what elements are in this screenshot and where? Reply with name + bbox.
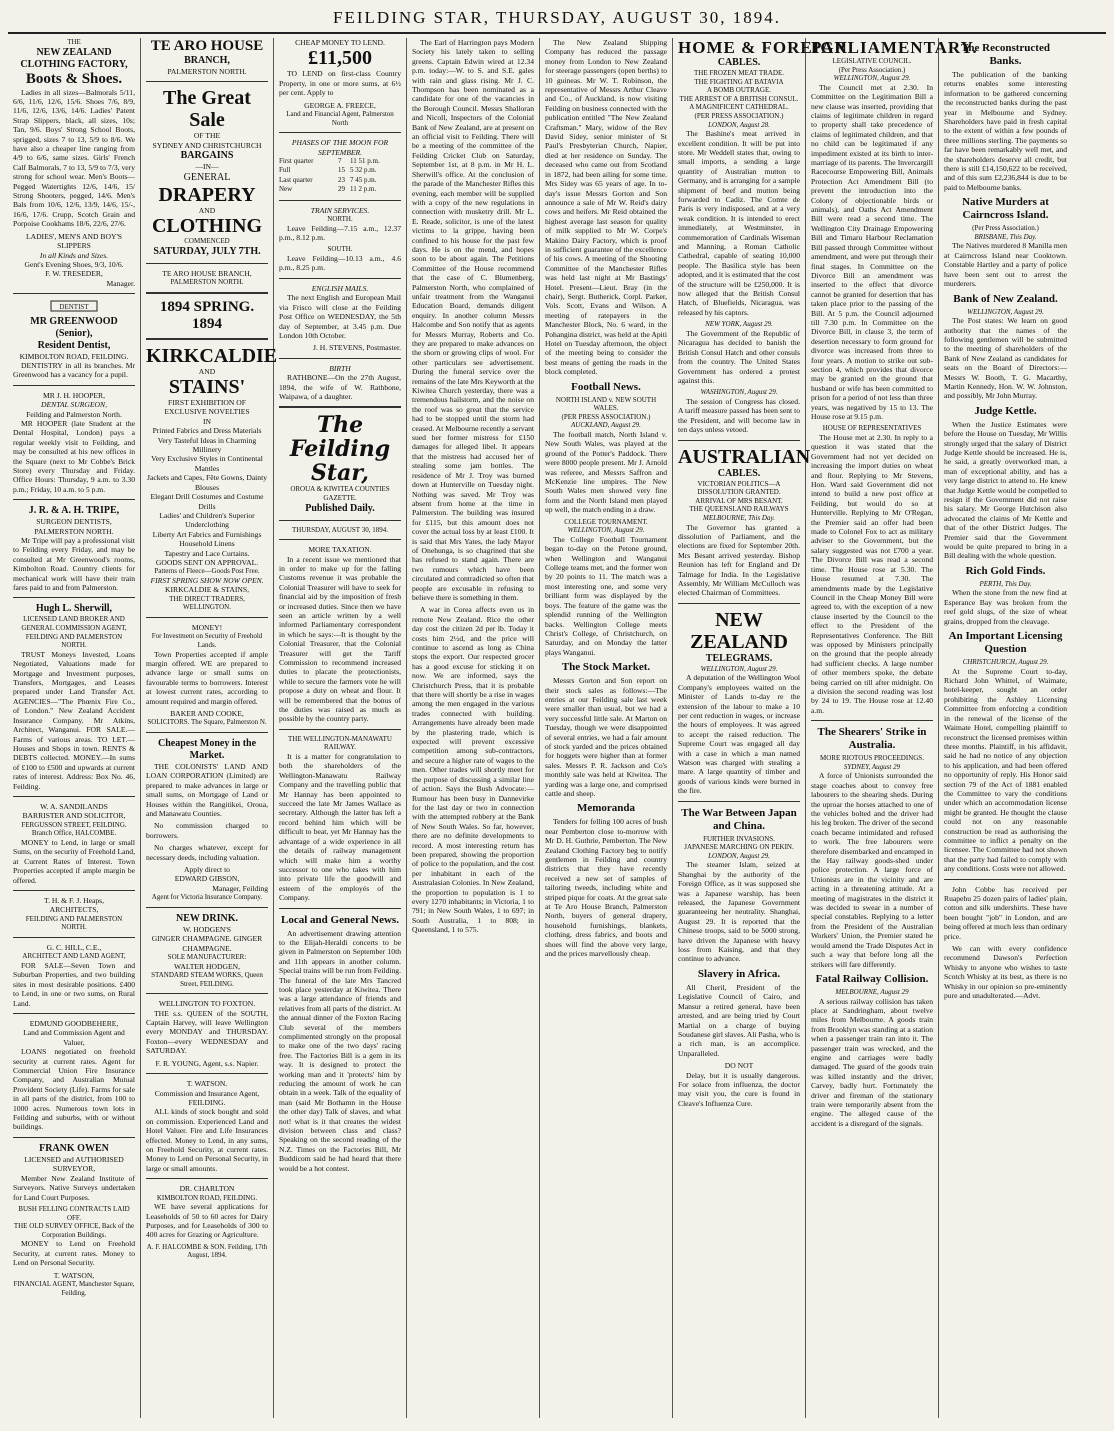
slavery-head: Slavery in Africa. (697, 967, 781, 980)
and2: AND (198, 366, 216, 376)
cables-body-1: The Bashine's meat arrived in excellent condition. It will be put into store. Mr Weddell states that, owing to small imports, a sending a large quantity of Australian mutton to Germany, and is arranging for a sample shipment of beef and mutton being forwarded to Cadiz. The Comte de Paris is very indisposed, and at a very weak condition. It is intended to erect immediately, at Westminster, in commemoration of Cardinals Wiseman and Manning, a Roman Catholic Cathedral, capable of seating 10,000 people. The Basilica style has been adopted, and it is estimated that the cost of the structure will be £250,000. It is now alleged that the British Consul Hatch, of Bluefields, Nicaragua, was released by his captors. (678, 129, 800, 317)
ginger: GINGER CHAMPAGNE. GINGER CHAMPAGNE. (151, 934, 263, 953)
treseder-role: Manager. (106, 278, 135, 288)
north: NORTH. (327, 215, 353, 224)
freece-sub: Land and Financial Agent, Palmerston North (286, 110, 394, 127)
railway-head: THE WELLINGTON-MANAWATU RAILWAY. (288, 734, 392, 752)
railway-body: It is a matter for congratulation to both the shareholders of the Wellington-Manawatu Railway Company and the travelling public that Mr Hannay has been appointed to succeed the late Mr James Wallace as secretary. Although the latter has left a record behind him which will be difficult to beat, yet Mr Hannay has the advantage of a wide experience in all the details of railway management which will make him a worthy successor to one who takes with him into private life the goodwill and esteem of the employés of the Company. (279, 752, 401, 903)
stains: STAINS' (168, 376, 246, 399)
japan-body: The steamer Islam, seized at Shanghai by the authority of the Foreign Office, as it was supposed she was a Japanese warship, has been released, the Japanese Government guaranteeing her neutrality. Shanghai, August 29. It is reported that the Chinese troops, said to be 5000 strong, have driven the Japanese with heavy loss from Kaising, and that they continue to advance. (678, 860, 800, 964)
cobbe-notice: John Cobbe has received per Ruapehu 25 dozen pairs of ladies' plain, cotton and silk undershirts. These have been bought "job" in London, and are being offered at much less than ordinary price. (944, 884, 1067, 941)
dentist-banner-icon (49, 299, 99, 313)
cables-body-3: The session of Congress has closed. A tariff measure passed has been sent to the President, and will become law in ten days unless vetoed. (678, 396, 800, 435)
auck-date: AUCKLAND, August 29. (571, 421, 641, 430)
memo-body: Tenders for felling 100 acres of bush near Pemberton close to-morrow with Mr D. H. Guthrie, Pemberton. The New Zealand Clothing Factory beg to notify gentlemen in Feilding and country districts that they have recently received a new set of samples of tailoring tweeds, including white and striped pique for coats. At the great sale at Te Aro House Branch, Palmerston North, buyers of general drapery, household furnishings, blankets, clothing, dress fabrics, and boots and shoes will find the above very large, and the prices marvellously cheap. (545, 817, 667, 959)
melb-date: MELBOURNE, This Day. (703, 513, 775, 522)
amount-body: TO LEND on first-class Country Property, in one or more sums, at 6½ per cent. Apply to (279, 69, 401, 98)
press-3: (Per Press Association.) (838, 65, 906, 74)
cheap-money: CHEAP MONEY TO LEND. (295, 38, 385, 47)
columns (8, 38, 1106, 1418)
goodbehere-name: EDMUND GOODBEHERE, (29, 1019, 119, 1028)
watson2: T. WATSON. (186, 1079, 228, 1089)
first-exhibition: FIRST EXHIBITION OF (168, 398, 246, 408)
arrest: THE ARREST OF A BRITISH CONSUL. (679, 94, 799, 103)
train: TRAIN SERVICES. (310, 205, 370, 215)
qld: THE QUEENSLAND RAILWAYS (689, 505, 789, 514)
news-body-3: The New Zealand Shipping Company has reduced the passage money from London to New Zealand for steerage passengers (open berths) to 10 guineas. Mr W. T. Robinson, the representative of Messrs Arthur Cleave and Co., of Auckland, is now visiting Feilding on business connected with the publication entitled "The New Zealand Craftsman." Mary, widow of the Rev David Sidey, senior minister of St Paul's Presbyterian Church, Napier, died at her residence on Sunday. The deceased who came out from Scotland in 1872, had been ailing for some time. Mrs Sidey was 65 years of age. In to-day's issue Messrs Gorton and Son announce a sale of Mr W. Reid's dairy cows and heifers. Mr Reid obtained the highest average last season for quality of milk supplied to Mr W. Corpe's Makino Dairy Factory, which is proof in sufficient guarantee of the excellence of his cows. A meeting of the Shooting Committee of the Manchester Rifles was held last night at Mr Bastings' Hotel. Present—Lieut. Bray (in the chair), Sergt. Butherick, Corpl. Parker, Vols. Scott, Evans and Wilson. A meeting of ratepayers in the Manchester Block, No. 6 ward, in the Pohangina district, was held at the Apiti Hotel on Tuesday afternoon, the object of the meeting being to consider the best means of getting the roads in the block completed. (545, 38, 667, 377)
fatal-body: A serious railway collision has taken place at Sandringham, about twelve miles from Melbourne. A goods train from Brooklyn was standing at a station when a passenger train ran into it. The passenger train was wrecked, and the engine and carriages were badly damaged. The guard of the goods train was killed instantly and the driver, Carvey, badly hurt. Fortunately the driver and fireman of the stationary train were temporarily absent from the engine. The alleged cause of the accident is a disregard of the signals. (811, 996, 933, 1128)
freece: GEORGE A. FREECE, (304, 100, 376, 110)
star-sub: OROUA & KIWITEA COUNTIES GAZETTE. (290, 485, 390, 502)
sydney-chch: SYDNEY AND CHRISTCHURCH (152, 140, 262, 150)
hill-sub: ARCHITECT AND LAND AGENT, (22, 952, 126, 961)
hooper-name: MR J. H. HOOPER, (42, 390, 106, 400)
gibson: EDWARD GIBSON, (174, 874, 240, 884)
football-head: Football News. (571, 380, 641, 393)
cathedral: A MAGNIFICENT CATHEDRAL. (689, 103, 789, 112)
japan-head: The War Between Japan and China. (681, 806, 797, 832)
commission-body: ALL kinds of stock bought and sold on commission. Experienced Land and Hotel Valuer. Fire and Life Insurances effected. Money to Lend, in any sums, on Freehold Security, at current rates. Money to Lend on Personal Security, in large or small amounts. (146, 1107, 268, 1173)
slavery-body: All Cheril, President of the Legislative Council of Cairo, and Mansur a retired general, have been arrested, and are being tried by Court Martial on a charge of buying Soudanese girl slaves. Ali Pasha, who is a rich man, is an accomplice. Unparalleled. (678, 982, 800, 1058)
shearers-head: The Shearers' Strike in Australia. (817, 726, 927, 752)
home-foreign-banner: HOME & FOREIGN (678, 38, 848, 57)
money-hd: MONEY! (191, 622, 223, 632)
commenced: COMMENCED (184, 237, 230, 246)
hooper-body: MR HOOPER (late Student at the Dental Hospital, London) pays a regular weekly visit to Feilding, and may be consulted at his new offices in the Square (next to Mr Cobbe's Brick Store) every Thursday and Friday. Office Hours: Thursday, 9 a.m. to 3.30 p.m.; Friday, 10 a.m. to 5 p.m. (13, 418, 135, 494)
treseder-name: F. W. TRESEDER, (45, 269, 103, 279)
local-body: An advertisement drawing attention to the Elijah-Heraldi concerts to be given in Palmerston on September 10th and 11th appears in another column. Special trains will be run from Feilding. The funeral of the late Mrs Tancred took place yesterday at Kiwitea. There was a large attendance of friends and relatives from all parts of the district. At the annual dinner of the Foxton Racing Club several of the members complimented strongly on the proposal to make one of the two days' racing free. The Factories Bill is a gem in its way. It is designed to protect the working man and it 'protects' him by reducing the amount of work he can obtain in a week. Talk of the equality of man (said Mr Bothamn in the House the other day) Talk of slaves, and what not! what is it that creates the widest division between class and class? Speaking on the second reading of the N.Z. Times on the Factories Bill, Mr Buddicom said he had heard that there would be a hot contest. (279, 928, 401, 1173)
item-2: Very Exclusive Styles in Continental Mantles (151, 454, 263, 473)
column-3 (274, 38, 407, 1418)
sandilands-sub: BARRISTER AND SOLICITOR, (22, 811, 126, 821)
birth-body: RATHBONE—On the 27th August, 1894, the wife of W. Rathbone, Waipawa, of a daughter. (279, 373, 401, 401)
nz-body: A deputation of the Wellington Wool Company's employees waited on the Minister of Lands to-day re the extension of the labour to make a 10 per cent reduction in wages, or increase the hours of employees. It was agreed to accept the raised reduction. The Supreme Court was engaged all day with a case in which a man named Watson was charged with stealing a mare. A large quantity of timber and goods of various kinds were burned in the fire. (678, 673, 800, 796)
bnz-body: The Post states: We learn on good authority that the names of the following gentlemen will be submitted to the meeting of shareholders of the Bank of New Zealand as candidates for seats on the Board of Directors:—Messrs W. Booth, T. G. Macarthy, Martin Kennedy, Hon. W. W. Johnston, and possibly, Mr John Murray. (944, 316, 1067, 401)
hill-forsale: FOR SALE—Seven Town and Suburban Properties, and two building sites in most desirable positions. £400 to Lend, in one or two sums, on Rural Land. (13, 960, 135, 1008)
column-2 (141, 38, 278, 1418)
money-body: Town Properties accepted if ample margin offered. WE are prepared to advance large or small sums on favourable terms to borrowers. Interest at lowest current rates, according to amount required and margin offered. (146, 649, 268, 706)
newspaper-page (8, 6, 1106, 1419)
sherwill-sub: LICENSED LAND BROKER AND GENERAL COMMISSION AGENT, FEILDING AND PALMERSTON NORTH. (21, 615, 127, 650)
commission: Commission and Insurance Agent, FEILDING. (154, 1088, 260, 1107)
slippers-sub: In all Kinds and Sizes. (39, 250, 109, 260)
cables-body-2: The Government of the Republic of Nicaragua has decided to banish the British Consul Hatch and other consuls from the country. The United States Government has ordered a protest against this. (678, 328, 800, 385)
licensing-body: At the Supreme Court to-day, Richard John Whittel, of Waimate, hotel-keeper, sought an order prohibiting the Ashley Licensing Committee from enforcing a condition in the renewal of the license of the Waimate Hotel, compelling plaintiff to reconstruct the licensed premises within three months. Plaintiff, in his affidavit, said he had no notice of any objection to his application, and had been offered no opportunity of reply. His Honor said section 79 of the Act of 1881 enabled the Committee to vary the conditions under which an accommodation license might be granted. He thought the clause could not on any reasonable construction be read as authorising the committee to inflict a penalty on the licensee. The Committee had not shown that the party had failed to comply with any conditions. Costs were not allowed. (944, 666, 1067, 874)
goodbehere-sub: Land and Commission Agent and Valuer, (23, 1028, 125, 1047)
native-head: Native Murders at Cairncross Island. (962, 196, 1049, 222)
apply: Apply direct to (184, 865, 230, 875)
chch-date: CHRISTCHURCH, August 29. (962, 658, 1049, 667)
sole: SOLE MANUFACTURER: (167, 953, 247, 962)
factory-subtitle: Boots & Shoes. (25, 70, 123, 87)
masthead-title: FEILDING STAR, THURSDAY, AUGUST 30, 1894. (333, 8, 781, 27)
gibson-sub: Manager, Feilding (212, 883, 268, 893)
first-spring: FIRST SPRING SHOW NOW OPEN. (150, 575, 264, 585)
daily: Published Daily. (305, 502, 375, 514)
halcombe: A. F. HALCOMBE & SON. Feilding, 17th August, 1894. (146, 1242, 268, 1260)
foxton: WELLINGTON TO FOXTON. (158, 999, 256, 1009)
saturday: SATURDAY, JULY 7TH. (153, 245, 261, 257)
baker-sub: SOLICITORS. The Square, Palmerston N. (147, 718, 267, 727)
bnz-date: WELLINGTON, August 29. (967, 307, 1044, 316)
watson-sub: FINANCIAL AGENT, Manchester Square, Feilding. (13, 1279, 135, 1297)
shearers-body: A force of Unionists surrounded the stage coaches about to convey free labourers to the shearing sheds. During the uproar the horses attached to one of the vehicles bolted and the driver had his leg broken. The driver of the second coach became intimidated and refused to work. The free labourers were therefore disembarked and encamped in the Hay railway goods-shed under police protection. A large force of Unionists are in the vicinity and are acting in a threatening attitude. At a meeting of magistrates in the district it was decided to swear in a number of special constables. Replying to a letter from the President of the Australian Workers' Union, the Premier stated he would amend the Trade Disputes Act in such a way that before long all the strikers will fare differently. (811, 771, 933, 969)
bnz-head: Bank of New Zealand. (953, 292, 1058, 305)
item-4: Elegant Drill Costumes and Costume Drills (150, 492, 264, 511)
hooper-addr: Feilding and Palmerston North. (26, 409, 122, 419)
amount: £11,500 (308, 47, 372, 70)
exclusive: EXCLUSIVE NOVELTIES (164, 407, 250, 417)
item-1: Very Tasteful Ideas in Charming Millinery (157, 435, 257, 455)
frozen: THE FROZEN MEAT TRADE. (694, 69, 784, 77)
item-6: Liberty Art Fabrics and Furnishings Household Linens (152, 529, 262, 549)
wellington: WELLINGTON. (183, 603, 231, 612)
further: FURTHER INVASIONS. (703, 834, 775, 843)
item-3: Jackets and Capes, Fête Gowns, Dainty Blouses (147, 473, 267, 492)
moon-row: Full 15 5 32 p.m. (279, 166, 377, 175)
nz-well-date: WELLINGTON, August 29. (700, 664, 778, 673)
moon-row: Last quarter 23 7 45 p.m. (279, 175, 377, 184)
charlton: DR. CHARLTON (179, 1184, 235, 1194)
sydney-date: SYDNEY, August 29 (843, 762, 901, 771)
direct: THE DIRECT TRADERS, (169, 594, 245, 603)
stock-head: The Stock Market. (561, 661, 651, 674)
clothing: CLOTHING (151, 215, 263, 238)
london-date: LONDON, August 28. (708, 120, 770, 129)
greenwood-addr: KIMBOLTON ROAD, FEILDING. (19, 351, 129, 361)
press-4: (Per Press Association.) (972, 224, 1039, 233)
column-1 (8, 38, 141, 1418)
taxation-body: In a recent issue we mentioned that in order to make up for the falling Customs revenue it was probable the Colonial Treasurer will have to seek for financial aid by the imposition of fresh or increased duties. Since then we have seen an article written by a well informed Parliamentary correspondent in which he says:—It is thought by the Colonial Treasurer, that the Colonial Treasurer will get the Tariff Commission to recommend increased duties to placate the protectionists, while to secure the farmers vote he will propose a duty on wheat and flour. It will be remembered that the bonus of the duties was raised as much as possible by the country party. (279, 554, 401, 724)
moon-row: First quarter 7 11 51 p.m. (279, 157, 380, 166)
palm2: PALMERSTON NORTH. (170, 278, 244, 287)
news-body-2: A war in Corea affects even us in remote New Zealand. Rice the other day cost the citizen 2d per lb. Today it costs him 2½d, and the price will continue to ascend as long as China stops the export. Our respected grocer has a good excuse for sticking it on now. We are informed, says the Christchurch Press, that it is probable that there will shortly be a rise in wages among the men engaged in the various trades connected with building. Arrangements have already been made by the plastering trade, which is expected will prevent excessive competition among sub-contractors, and secure a higher rate of wages to the men. Other trades will shortly meet for the purpose of discussing a similar line of action. Says the Bush Advocate:—Rumour has been busy in Dannevirke for the last day or two in connection with the attempted robbery at the Bank of New South Wales. So far, however, there are no definite developments to record. A most interesting return has been prepared, showing the proportion of police to the population, and the cost per inhabitant in each of the Australasian Colonies. In New Zealand, the proportion to population is 1 to every 1270 inhabitants; in Victoria, 1 to 791; in New South Wales, 1 to 697; in South Australia, 1 to 808; in Queensland, 1 to 575. (412, 605, 534, 935)
besant: ARRIVAL OF MRS BESANT. (695, 496, 783, 505)
sandilands-addr: FERGUSSON STREET, FEILDING. Branch Office, HALCOMBE. (21, 820, 127, 838)
vic: VICTORIAN POLITICS—A DISSOLUTION GRANTED. (697, 479, 781, 497)
walter-addr: STANDARD STEAM WORKS, Queen Street, FEILDING. (151, 971, 263, 988)
bomb: A BOMB OUTRAGE. (707, 86, 771, 95)
tripe-body: Mr Tripe will pay a professional visit to Feilding every Friday, and may be consulted at Mr Greenwood's rooms, Kimbolton Road. Country clients for mechanical work will have their train fares paid to and from Palmerston. (13, 536, 135, 593)
sherwill-body: TRUST Moneys Invested, Loans Negotiated, Valuations made for Mortgage and Investment purposes, Transfers, Mortgages, and Leases prepared under Land Transfer Act. AGENCIES—"The Phœnix Fire Co., of London." New Zealand Accident Insurance Company. Mr Atkins, Architect, Wanganui. FOR SALE.—Farms of various areas. TO LET.—Houses and Shops in town. RENTS & DEBTS collected. MONEY.—In sums of £100 to £500 and upwards at current rates of interest. Address: Box No. 46, Feilding. (13, 649, 135, 791)
fatal-date: MELBOURNE, August 29 (835, 987, 909, 996)
parliamentary-banner: PARLIAMENTARY. (811, 38, 978, 57)
column-5 (540, 38, 673, 1418)
ny-date: NEW YORK, August 29. (705, 320, 773, 329)
bargains: BARGAINS (180, 150, 234, 162)
column-4 (407, 38, 540, 1418)
charlton-sub: KIMBOLTON ROAD, FEILDING. (156, 1193, 258, 1202)
south-body: Leave Feilding—10.13 a.m., 4.6 p.m., 8.25 p.m. (279, 254, 401, 273)
ns-head: NORTH ISLAND v. NEW SOUTH WALES. (555, 395, 657, 413)
owen-contract: BUSH FELLING CONTRACTS LAID OFF. (18, 1204, 130, 1222)
watson-name: T. WATSON, (53, 1270, 95, 1280)
judge-head: Judge Kettle. (974, 404, 1037, 417)
gents-shoes: Gent's Evening Shoes, 9/3, 10/6. (24, 259, 124, 269)
cheapest: Cheapest Money in the Market. (157, 737, 257, 761)
donot-body: Delay, but it is usually dangerous. For solace from influenza, the doctor may visit you, the cure is found in Cleave's Influenza Cure. (678, 1070, 800, 1108)
press-1: (PER PRESS ASSOCIATION.) (561, 412, 651, 421)
gold-body: When the stone from the new find at Esperance Bay was broken from the reef gold slugs, of the size of wheat grains, dropped from the cleavage. (944, 588, 1067, 626)
batavia: THE FIGHTING AT BATAVIA (694, 77, 784, 86)
tripe-sub: SURGEON DENTISTS, (36, 517, 112, 527)
money-lend: MONEY to Lend on Freehold Security, at current rates. Money to Lend on Personal Security. (13, 1239, 135, 1268)
college-head: COLLEGE TOURNAMENT. (564, 517, 648, 526)
drapery: DRAPERY (158, 183, 256, 206)
goodbehere-body: LOANS negotiated on freehold security at current rates. Agent for Commercial Union Fire Insurance Company, and Australian Mutual Provident Society (Life). Farms for sale in all parts of the district, from 100 to 1000 acres. Numerous town lots in Feilding and suburbs, with or without buildings. (13, 1047, 135, 1132)
moon-row: New 29 11 2 p.m. (279, 185, 377, 194)
cables2-head: CABLES. (717, 467, 761, 479)
native-body: The Natives murdered 8 Manilla men at Cairncross Island near Cooktown. Constable Hartley and a party of police have been sent out to arrest the murderers. (944, 241, 1067, 289)
sherwill-name: Hugh L. Sherwill, (35, 603, 113, 615)
donot: DO NOT (724, 1061, 754, 1071)
patterns: Patterns of Fleece—Goods Post Free. (154, 567, 260, 576)
greenwood-name: MR GREENWOOD (Senior), (30, 315, 118, 339)
great-sale: The Great Sale (163, 87, 251, 132)
kirk2: KIRKCALDIE & STAINS, (165, 585, 249, 595)
legis-body: The Council met at 2.30. In Committee on the Legitimation Bill a new clause was inserted, providing that claims of legitimate children in regard to property shall take precedence of claims of legitimated children, and that no child can be legitimated if any impediment existed at its birth to inter-marriage of its parents. The Invercargill Racecourse Empowering Bill, Animals Protection Act Amendment Bill (to prevent the introduction into the Colony of objectionable birds or animals), and Oaths Act Amendment Bill were read a second time. The Wellington City Drainage Empowering Bill and Timaru Harbour Reclamation Bill passed through Committee without amendment, and were put through their final stages. In Committee on the Divorce Bill an amendment was inserted to the effect that divorce cannot be granted for desertion that has taken place prior to the passing of the Bill. At 5 p.m. the Council adjourned till 7.30 p.m. In Committee on the Divorce Bill, in clause 3, the term of desertion necessary to form ground for divorce was increased from three to four years. A motion to strike out sub-section 4, which provides that divorce may be granted on the ground that husband or wife has been committed to prison for a period of not less than three years, was negatived by 15 to 13. The House rose at 9.15 p.m. (811, 82, 933, 421)
house-body: The House met at 2.30. In reply to a question it was stated that the Government had not yet decided on increasing the import duties on wheat and flour. Replying to Mr Stevens, Hon. Ward said Government did not intend to build a new post office at Feilding, but would do so at Hunterville. Replying to Mr O'Regan, the Premier said an offer had been made to Colonel Fox to act as military adviser to the Government, but the salary suggested was not £700 a year. The Divorce Bill was read a second time. The House rose at 5.30. The House resumed at 7.30. The amendments made by the Legislative Council in the Cheap Money Bill were agreed to, with the exception of a new clause inserted by the Council to the effect to the President of the Representatives Conference. The Bill was opposed by Ministers principally on the ground that the people already had sufficient checks. A large number of other members spoke, the debate being carried on till after midnight. On a division the second reading was lost by 24 to 19. The House rose at 12.40 a.m. (811, 433, 933, 715)
item-5: Ladies' and Children's Superior Underclothing (159, 510, 255, 530)
australian-banner: AUSTRALIAN (678, 445, 811, 468)
brisbane-date: BRISBANE, This Day. (974, 232, 1037, 241)
hooper-sub: DENTAL SURGEON, (41, 400, 107, 410)
recon-head: The Reconstructed Banks. (961, 42, 1050, 67)
football-body: The football match, North Island v. New South Wales, was played at the ground of the Potter's Paddock. There were 8000 people present. Mr J. Arnold was referee, and Messrs Saffron and McKenzie line umpires. The New South Wales men showed very fine form and the North Island men played up well, the match ending in a draw. (545, 430, 667, 515)
in-label: —IN— (195, 162, 219, 172)
tripe-name: J. R. & A. H. TRIPE, (28, 505, 120, 517)
charlton-body: WE have several applications for Leaseholds of 50 to 60 acres for Dairy Purposes, and for Leaseholds of 300 to 400 acres for Grazing or Agriculture. (146, 1202, 268, 1240)
greenwood-sub: Resident Dentist, (37, 339, 111, 351)
factory-header: THE (67, 38, 81, 46)
perth-date: PERTH, This Day. (979, 579, 1032, 588)
sandilands-name: W. A. SANDILANDS (40, 801, 108, 811)
column-8 (939, 38, 1072, 1418)
greenwood-body: DENTISTRY in all its branches. Mr Greenwood has a vacancy for a pupil. (13, 360, 135, 380)
item-0: Printed Fabrics and Dress Materials (152, 426, 262, 436)
news-body-1: The Earl of Harrington pays Modern Society his lately taken to selling greens. Captain Edwin wired at 12.34 p.m. today:—W. to S. and S.E. gales with rain and glass rising. Mr J. C. Thompson has been nominated as a candidate for one of the vacancies in the Borough Council. Messrs Shalloran and Nicoll, Inspectors of the Colonial Bank of New Zealand, are at present on an official visit to Feilding. There will be a meeting of the committee of the Feilding Cricket Club on Saturday, September 1st, at 8 p.m. in Mr H. L. Sherwill's office. At the conclusion of the parade of the Manchester Rifles this evening, each member will be supplied with a copy of the new regulations in connection with musketry drill. Mr L. E. Reade, solicitor, is one of the latest victims to la grippe, having been confined to his house for the past few days. He is on the mend, and hopes soon to be about again. The Petitions Committee of the House recommend that the case of C. Blumenberg, Palmerston North, who complained of unfair treatment from the Wanganui Education Board, demands diligent enquiry. In another column Messrs Halcombe and Son notify that as agents for Messrs Murray, Roberts and Co. they are prepared to make advances on the shorn or growing clips of wool. For other particulars see advertisement. During the funeral service over the remains of the late Mrs Keyworth at the Kiwitea Church yesterday, there was a tremendous hailstorm, and the noise on the roof was so great that the service had to be stopped until the storm had ceased. At Melbourne recently a servant sued her former mistress for £150 damages for alleged libel. It appears that the mistress had accused her of stealing some jam bottles. The residence of Mr J. Troy was burned down at Hunterville on Tuesday night. Nothing was saved. Mr Troy was absent from home at the time in Palmerston. The building was insured for £115, but this amount does not cover the actual loss by at least £100. It is said that Mrs Yates, the lady Mayor of Onehunga, is so chagrined that she has refused to stand again. There are two rumours which have been circulated and contradicted so often that people are excusable in refusing to believe there is something in them. (412, 38, 534, 602)
licensing-head: An Important Licensing Question (948, 630, 1063, 656)
hodgen: W. HODGEN'S (183, 924, 231, 934)
factory-title: NEW ZEALAND CLOTHING FACTORY, (20, 46, 128, 70)
press-2: (PER PRESS ASSOCIATION.) (694, 111, 784, 120)
money-sub: For Investment on Security of Freehold Lands. (151, 632, 263, 649)
foxton-body: THE s.s. QUEEN of the SOUTH, Captain Harvey, will leave Wellington every MONDAY and THURSDAY. Foxton—every WEDNESDAY and SATURDAY. (146, 1008, 268, 1056)
svg-text:DENTIST: DENTIST (59, 303, 89, 312)
gold-head: Rich Gold Finds. (965, 564, 1046, 577)
drink: NEW DRINK. (175, 912, 239, 924)
advance: JAPANESE MARCHING ON PEKIN. (684, 843, 794, 852)
moon-title: PHASES OF THE MOON FOR SEPTEMBER. (291, 138, 389, 157)
te-aro-palm: PALMERSTON NORTH. (167, 67, 247, 76)
stock-body: Messrs Gorton and Son report on their stock sales as follows:—The entries at our Feilding sale last week were smaller than usual, but we had a very successful little sale. At Marton on Tuesday, though we were disappointed of several entries, we had a fair amount of stock yarded and the prices obtained for hoggets were higher than at former sales. Messrs P. R. Jackson and Co's monthly sale was held at Kiwitea. The yarding was a large one, and comprised cattle and sheep. (545, 676, 667, 798)
walter: WALTER HODGEN, (174, 961, 240, 971)
owen-sub: LICENSED and AUTHORISED SURVEYOR, (24, 1154, 124, 1174)
column-6 (673, 38, 848, 1418)
ldn2-date: LONDON, August 29. (708, 851, 770, 860)
spring: 1894 SPRING. 1894 (159, 298, 255, 332)
heaps-addr: FEILDING AND PALMERSTON NORTH. (25, 914, 123, 932)
heaps-sub: ARCHITECTS, (49, 905, 99, 915)
fatal-head: Fatal Railway Collision. (815, 972, 929, 985)
kirkcaldie: KIRKCALDIE (146, 344, 278, 367)
mails-body: The next English and European Mail via Frisco will close at the Feilding Post Office on WEDNESDAY, the 5th day of September, at 3.45 p.m. Due London 10th October. (279, 293, 401, 340)
nz-banner: NEW ZEALAND (690, 608, 788, 653)
legis-date: WELLINGTON, August 29. (833, 74, 911, 83)
owen-name: FRANK OWEN (39, 1142, 109, 1154)
memo-head: Memoranda (576, 802, 636, 815)
young: F. R. YOUNG, Agent, s.s. Napier. (155, 1058, 259, 1068)
hill-name: G. C. HILL, C.E., (46, 942, 102, 952)
te-aro-title: TE ARO HOUSE (150, 38, 264, 54)
house-head: HOUSE OF REPRESENTATIVES (822, 424, 922, 433)
aus-body: The Governor has granted a dissolution of Parliament, and the elections are fixed for September 20th. Mrs Besant arrived yesterday. Bishop Reunion has left for England and Dr Talmage for India. In the Legislative Assembly, Mr William McCulloch was elected Chairman of Committees. (678, 522, 800, 598)
general: GENERAL (183, 171, 231, 183)
whisky-notice: We can with every confidence recommend Dawson's Perfection Whisky to anyone who wishes to taste Scotch Whisky at its best, as there is no Whisky in our opinion so pre-eminently pure and unadulterated.—Advt. (944, 944, 1067, 1001)
star-title: The Feilding Star, (289, 412, 391, 487)
column-7 (806, 38, 978, 1418)
nocharges: No charges whatever, except for necessary deeds, including valuation. (146, 843, 268, 862)
judge-body: When the Justice Estimates were before the House on Tuesday, Mr Willis strongly urged that the salary of District Judge Kettle should be increased. He is, he said, a greatly overworked man, a man of exceptional ability, and has a very large district to attend to. He knew that Judge Kettle would be compelled to resign if the Government did not raise his salary. Mr George Hutchison also advocated the claims of Mr Kettle and that of the other District Judges. The Premier said that the Government would be quite prepared to bring in a Bill dealing with the whole question. (944, 419, 1067, 561)
sandilands-body: MONEY to Lend, in large or small Sums, on the security of Freehold Land, at Current Rates of Interest. Town Properties accepted if ample margin be offered. (13, 837, 135, 885)
te-aro-branch: BRANCH, (184, 55, 230, 66)
item-7: Tapestry and Lace Curtains. (164, 548, 250, 558)
of-the: OF THE (193, 131, 221, 141)
te-aro2: TE ARO HOUSE BRANCH, (162, 268, 252, 278)
and-label: AND (198, 205, 216, 215)
birth: BIRTH (329, 363, 351, 373)
wash-date: WASHINGTON, August 29. (700, 388, 778, 397)
slippers-heading: LADIES', MEN'S AND BOY'S SLIPPERS (25, 231, 123, 251)
agent: Agent for Victoria Insurance Company. (151, 893, 263, 902)
in2: IN (202, 416, 211, 426)
nocomm: No commission charged to borrowers. (146, 821, 268, 840)
colonists: THE COLONISTS' LAND AND LOAN CORPORATION (Limited) are prepared to make advances in large or small sums, on Mortgage of Land or Houses within the Rangitikei, Oroua, and Manawatu Counties. (146, 761, 268, 818)
well-date: WELLINGTON, August 29. (567, 526, 645, 535)
local-head: Local and General News. (281, 913, 399, 926)
masthead (8, 6, 1106, 34)
riotous: MORE RIOTOUS PROCEEDINGS. (820, 754, 924, 763)
legis-head: LEGISLATIVE COUNCIL. (832, 57, 912, 65)
baker: BAKER AND COOKE, (170, 708, 244, 718)
telegrams: TELEGRAMS. (705, 652, 773, 664)
mails: ENGLISH MAILS. (311, 283, 369, 293)
approval: GOODS SENT ON APPROVAL. (155, 557, 259, 567)
college-body: The College Football Tournament began to-day on the Petone ground, when Wellington and Wanganui College teams met, and the former won by 20 points to 11. The match was a most interesting one, and some very brilliant form was displayed by the boys. The feature of the game was the splendid running of the Wellington backs. Wellington College meets Christ's College, of Christchurch, on Saturday, and on Monday the latter plays Wanganui. (545, 534, 667, 657)
south: SOUTH. (327, 245, 353, 254)
cables-head: CABLES. (717, 57, 761, 68)
tripe-addr: PALMERSTON NORTH. (34, 526, 114, 536)
dentist-emblem (13, 299, 135, 315)
stevens: J. H. STEVENS, Postmaster. (313, 343, 401, 353)
north-body: Leave Feilding—7.15 a.m., 12.37 p.m., 8.12 p.m. (279, 223, 401, 243)
taxation-head: MORE TAXATION. (308, 545, 372, 555)
heaps-name: T. H. & F. J. Heaps, (44, 895, 104, 905)
moon-table (279, 157, 401, 195)
owen-body: Member New Zealand Institute of Surveyors. Native Surveys undertaken for Land Court Purposes. (13, 1173, 135, 1202)
issue-date: THURSDAY, AUGUST 30, 1894. (292, 525, 388, 534)
recon-body: The publication of the banking returns enables some interesting information to be gathered concerning the reconstructed banks during the past year in Melbourne and Sydney. Shareholders have paid in fresh capital to the extent of within a few pounds of three millions sterling. The payments so far have been remarkably well met, and the shareholders deserve all credit, but there is still £14,150,622 to be received, and of this sum £2,236,844 is due to be paid to Melbourne banks. (944, 70, 1067, 192)
survey-office: THE OLD SURVEY OFFICE, Back of the Corporation Buildings. (13, 1222, 135, 1239)
factory-body: Ladies in all sizes—Balmorals 5/11, 6/6, 11/6, 12/6, 15/6. Shoes 7/6, 8/9, 11/6, 12/6, 13/6, 14/6. Ladies' Patent Strap Slippers, black, all sizes, 10s; Tan, 9/6. Boys' Strong School Boots, sprigged, sizes 7 to 13, 5/9 to 8/6. We have also a cheaper line ranging from 4/9 to 6/6, same sizes. Girls' French Calf Balmorals, 7 to 13, 5/9 to 7/3, very strong for school wear. Men's Boots—Pegged Watertights 12/6, 14/6, 15/ Strong Shooters, pegged, 14/6. Men's Bals from 10/6, 12/6, 13/9, 14/6, 15/-, 16/6, 17/6. Crupp, Scotch Grain and Porpoise Cookhams 18/6, 22/6, 27/6. (13, 87, 135, 229)
